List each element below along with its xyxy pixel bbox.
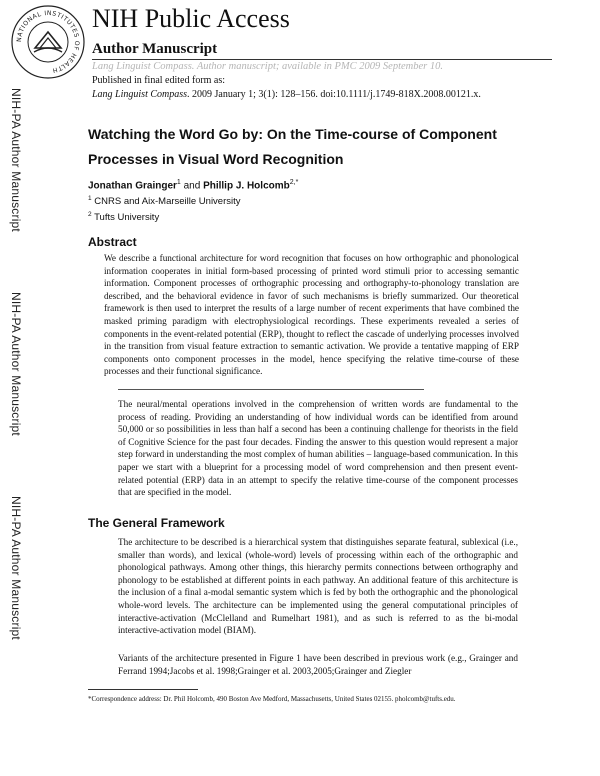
affiliation-text: CNRS and Aix-Marseille University [94, 196, 241, 208]
citation [92, 89, 481, 101]
framework-heading: The General Framework [88, 516, 225, 530]
affiliation-2 [88, 209, 159, 224]
author-affiliation-mark: 1 [176, 179, 181, 186]
author-affiliation-mark: 2,* [289, 179, 299, 186]
nih-seal-logo [10, 4, 86, 80]
manuscript-type: Author Manuscript [92, 41, 218, 57]
author-name: Jonathan Grainger [88, 180, 177, 192]
side-label-bottom: NIH-PA Author Manuscript [9, 496, 23, 640]
side-label-middle: NIH-PA Author Manuscript [9, 292, 23, 436]
author-name: Phillip J. Holcomb [203, 180, 290, 192]
svg-text:NATIONAL INSTITUTES OF HEALTH: NATIONAL INSTITUTES OF HEALTH [15, 9, 81, 74]
abstract-text: We describe a functional architecture for word recognition that focuses on how orthographic and phonological information cooperates in initial form-based processing of printed word stimuli prior to accessing semantic information. Component processes of orthographic processing and orthography-to-phonology translation are described, and the behavioral evidence in favor of such mechanisms is briefly summarized. Our theoretical framework is then used to interpret the results of a large number of recent experiments that have combined the masked priming paradigm with electrophysiological recordings. These experiments revealed a series of components in the event-related potential (ERP), thought to reflect the cascade of underlying processes involved in the transition from visual feature extraction to semantic activation. We provide a tentative mapping of ERP components onto component processes in the model, hence specifying the relative time-course of these processes and their functional significance. [104, 253, 519, 377]
citation-journal: Lang Linguist Compass [92, 89, 188, 100]
citation-details: . 2009 January 1; 3(1): 128–156. doi:10.1111/j.1749-818X.2008.00121.x. [187, 89, 481, 100]
intro-paragraph: The neural/mental operations involved in the comprehension of written words are fundamental to the process of reading. Providing an understanding of how individual words can be identified from around 50,000 or so possibilities in less than half a second has been a continuing challenge for theorists in the field of Cognitive Science for the past four decades. Finding the answer to this question would represent a major step forward in understanding the most complex of human abilities – language-based communication. In this paper we start with a blueprint for a processing model of word comprehension and then present event-related potential (ERP) data in an attempt to specify the relative time-course of the component processes that are specified in the model. [118, 399, 518, 498]
affiliation-text: Tufts University [94, 212, 160, 224]
repository-title: NIH Public Access [92, 4, 290, 33]
affiliation-mark: 2 [88, 211, 92, 218]
abstract-rule [118, 389, 424, 390]
availability-watermark: Lang Linguist Compass. Author manuscript; available in PMC 2009 September 10. [92, 61, 443, 72]
published-in-label: Published in final edited form as: [92, 75, 226, 86]
abstract-heading: Abstract [88, 235, 137, 249]
side-label-top: NIH-PA Author Manuscript [9, 88, 23, 232]
affiliation-mark: 1 [88, 195, 92, 202]
affiliation-1 [88, 193, 241, 208]
author-line [88, 177, 298, 192]
correspondence-footnote: *Correspondence address: Dr. Phil Holcomb, 490 Boston Ave Medford, Massachusetts, United States 02155. pholcomb@tufts.edu. [88, 695, 456, 703]
author-conjunction: and [183, 180, 201, 192]
framework-paragraph-1: The architecture to be described is a hierarchical system that distinguishes separate featural, sublexical (i.e., smaller than words), and lexical (whole-word) levels of processing within each of the orthographic and phonological pathways. Among other things, this hierarchy permits connections between orthography and phonology to be established at different points in each pathway. An additional feature of this architecture is the inclusion of a final a-modal semantic system which is fed by both the orthographic and the phonological whole-word levels. The architecture can be implemented using the general computational principles of interactive-activation (McClelland and Rumelhart 1981), and as such is referred to as the bi-modal interactive-activation model (BIAM). [118, 537, 518, 636]
article-title: Watching the Word Go by: On the Time-course of Component Processes in Visual Word Recognition [88, 126, 497, 167]
footnote-rule [88, 689, 198, 690]
framework-paragraph-2: Variants of the architecture presented in Figure 1 have been described in previous work (e.g., Grainger and Ferrand 1994;Jacobs et al. 1998;Grainger et al. 2003,2005;Grainger and Ziegler [118, 653, 518, 676]
